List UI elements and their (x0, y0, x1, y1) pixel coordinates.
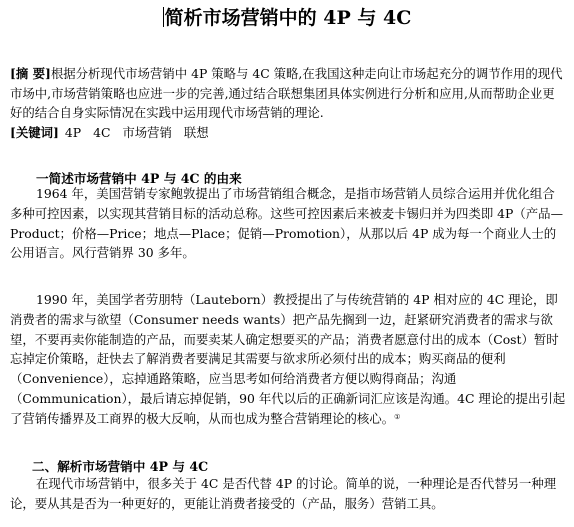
section2-heading: 二、解析市场营销中 4P 与 4C (32, 459, 209, 474)
abstract-text: 根据分析现代市场营销中 4P 策略与 4C 策略,在我国这种走向让市场起充分的调节作用的现代市场中,市场营销策略也应进一步的完善,通过结合联想集团具体实例进行分析和应用,从而帮助企业更好的结合自身实际情况在实践中运用现代市场营销的理论. (10, 66, 563, 120)
keywords-text: 4P 4C 市场营销 联想 (64, 125, 209, 140)
section1-paragraph-1: 1964 年，美国营销专家鲍敦提出了市场营销组合概念，是指市场营销人员综合运用并优化组合多种可控因素，以实现其营销目标的活动总称。这些可控因素后来被麦卡锡归并为四类即 4P（产品—Product；价格—Price；地点—Place；促销—Promotion），从那以后 4P 成为每一个商业人士的公用语言。风行营销界 30 多年。 (10, 186, 563, 261)
article-title (0, 4, 574, 32)
footnote-marker[interactable]: ① (394, 412, 401, 421)
section2-paragraph-1: 在现代市场营销中，很多关于 4C 是否代替 4P 的讨论。简单的说，一种理论是否代替另一种理论，要从其是否为一种更好的，更能让消费者接受的（产品，服务）营销工具。 (10, 476, 557, 511)
keywords (10, 123, 566, 143)
section1-paragraph-2 (10, 290, 566, 429)
abstract (10, 64, 566, 123)
keywords-label: [关键词] (10, 125, 59, 140)
abstract-label: [摘 要] (10, 66, 51, 81)
section1-heading: 一简述市场营销中 4P 与 4C 的由来 (36, 171, 242, 186)
section1-paragraph-2-text: 1990 年，美国学者劳朋特（Lauteborn）教授提出了与传统营销的 4P 相对应的 4C 理论，即消费者的需求与欲望（Consumer needs wants）把产品先搁到一边，赶紧研究消费者的需求与欲望，不要再卖你能制造的产品，而要卖某人确定想要买的产品；消费者愿意付出的成本（Cost）暂时忘掉定价策略，赶快去了解消费者要满足其需要与欲求所必须付出的成本；购买商品的便利（Convenience），忘掉通路策略，应当思考如何给消费者方便以购得商品；沟通（Communication），最后请忘掉促销，90 年代以后的正确新词汇应该是沟通。4C 理论的提出引起了营销传播界及工商界的极大反响，从而也成为整合营销理论的核心。 (10, 292, 566, 426)
article-title-text: 简析市场营销中的 4P 与 4C (164, 7, 412, 29)
text-cursor (163, 7, 164, 27)
